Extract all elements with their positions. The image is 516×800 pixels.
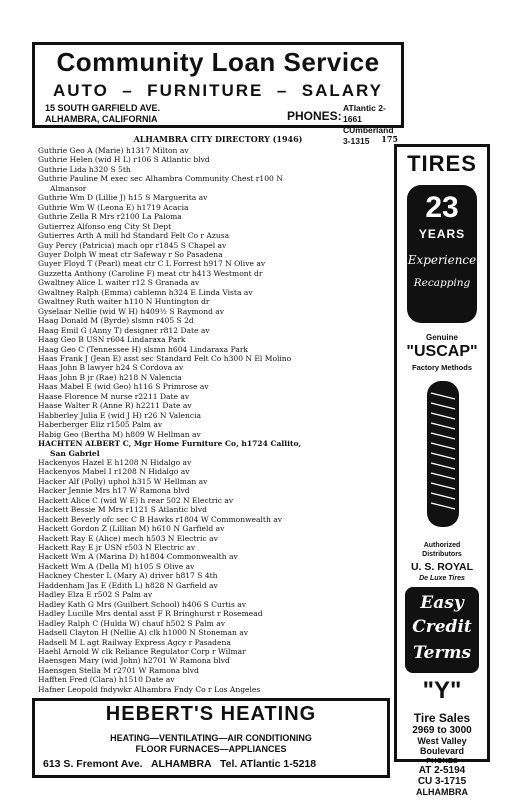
ad-title: Community Loan Service xyxy=(56,47,380,77)
authorized-label: Authorized xyxy=(423,542,461,549)
listing-entry: Gyselaar Nellie (wid W H) h409½ S Raymond av xyxy=(38,306,225,316)
listing-entry: Hafften Fred (Clara) h1510 Date av xyxy=(38,675,175,685)
listing-entry: Hadley Ralph C (Hulda W) chauf h502 S Palm av xyxy=(38,618,225,628)
listing-entry: Haag Donald M (Byrde) slsmn r405 S 2d xyxy=(38,316,194,326)
distributors-label: Distributors xyxy=(422,551,462,558)
listing-entry: HACHTEN ALBERT C, Mgr Home Furniture Co, h1724 Callito, xyxy=(38,439,302,449)
listing-entry: Haensgen Mary (wid John) h2701 W Ramona blvd xyxy=(38,656,230,666)
uscap-label: "USCAP" xyxy=(406,343,478,360)
listing-entry: Haas Frank J (Jean E) asst sec Standard Felt Co h300 N El Molino xyxy=(38,353,292,363)
listing-entry: Hackenyos Hazel E h1208 N Hidalgo av xyxy=(38,457,192,467)
listing-entry: Hackett Gordon Z (Lillian M) h610 N Garfield av xyxy=(38,524,225,534)
credit-line-1: Easy xyxy=(420,593,464,613)
listing-entry: Haehl Arnold W clk Reliance Regulator Corp r Wilmar xyxy=(38,647,246,657)
listing-entry: Haas John B lawyer h24 S Cordova av xyxy=(38,363,184,373)
experience-label: Experience xyxy=(407,253,477,267)
tire-sales-label: Tire Sales xyxy=(413,711,471,725)
listing-entry: Guzzetta Anthony (Caroline F) meat ctr h413 Westmont dr xyxy=(38,268,263,278)
listing-entry: Hackett Wm A (Marina D) h1804 Commonwealth av xyxy=(38,552,238,562)
listing-entry: Hackett Alice C (wid W E) h rear 502 N Electric av xyxy=(38,495,234,505)
credit-line-2: Credit xyxy=(412,617,472,637)
listing-entry: Guthrie Wm D (Lillie J) h15 S Marguerita av xyxy=(38,193,208,203)
listing-entry: Guthrie Geo A (Marie) h1317 Milton av xyxy=(38,146,189,155)
us-royal-label: U. S. ROYAL xyxy=(410,561,474,573)
listing-entry: Hackett Bessie M Mrs r1121 S Atlantic blvd xyxy=(38,505,207,515)
listing-entry: Haag Emil G (Anny T) designer r812 Date av xyxy=(38,325,210,335)
street-line-1: West Valley xyxy=(417,736,467,746)
listing-entry: Haas Mabel E (wid Geo) h116 S Primrose av xyxy=(38,382,209,392)
ad-address-line2: ALHAMBRA, CALIFORNIA xyxy=(45,114,158,124)
heberts-heating-ad xyxy=(32,698,390,778)
listing-entry: Gwaltney Ralph (Emma) cablemn h324 E Linda Vista av xyxy=(38,287,253,297)
years-label: YEARS xyxy=(418,227,466,241)
heating-ad-tel: Tel. ATlantic 1-5218 xyxy=(220,758,317,770)
listing-entry: Gwaltney Alice L waiter r12 S Granada av xyxy=(38,278,200,288)
tires-ad xyxy=(394,144,490,762)
listing-entry: Haensgen Stella M r2701 W Ramona blvd xyxy=(38,665,199,675)
listing-entry: Hadley Lucille Mrs dental asst F R Bringhurst r Rosemead xyxy=(38,609,263,619)
ad-subtitle: AUTO – FURNITURE – SALARY xyxy=(52,81,384,100)
listing-entry: Hackett Ray E (Alice) mech h503 N Electric av xyxy=(38,533,218,543)
listing-entry: Hacker Jennie Mrs h17 W Ramona blvd xyxy=(38,486,190,496)
directory-listings xyxy=(38,146,400,694)
recapping-label: Recapping xyxy=(413,277,471,289)
listing-entry: Gwaltney Ruth waiter h110 N Huntington dr xyxy=(38,297,210,307)
listing-entry: Haddenham Jas E (Edith L) h828 N Garfield av xyxy=(38,580,218,590)
listing-entry: Hadsell M L agt Railway Express Agcy r Pasadena xyxy=(38,637,231,647)
factory-methods-label: Factory Methods xyxy=(411,363,472,372)
listing-entry: Hackett Wm A (Della M) h105 S Olive av xyxy=(38,561,195,571)
listing-entry: Hadley Elza E r502 S Palm av xyxy=(38,590,153,600)
heating-ad-contact xyxy=(43,758,379,770)
credit-line-3: Terms xyxy=(412,643,472,663)
years-number: 23 xyxy=(425,191,459,224)
tires-ad-contact xyxy=(394,712,490,797)
listing-entry: Haas John B jr (Rae) h218 N Valencia xyxy=(38,372,182,382)
page-number: 175 xyxy=(381,134,398,144)
listing-entry: Guyer Floyd T (Pearl) meat ctr C L Forrest h917 N Olive av xyxy=(38,259,266,269)
heating-ad-services-2: FLOOR FURNACES—APPLIANCES xyxy=(135,744,287,754)
y-label: "Y" xyxy=(422,677,462,704)
listing-entry: Guthrie Lida h320 S 5th xyxy=(38,164,131,174)
ad-phone-1: ATlantic 2-1661 xyxy=(343,103,386,124)
listing-entry: Haberberger Eliz r1505 Palm av xyxy=(38,420,163,430)
city-label: ALHAMBRA xyxy=(416,787,468,797)
listing-entry: Gutierrez Alfonso eng City St Dept xyxy=(38,221,172,231)
heating-ad-services-1: HEATING—VENTILATING—AIR CONDITIONING xyxy=(110,733,312,743)
tires-heading: TIRES xyxy=(407,151,477,176)
tire-icon xyxy=(423,379,463,529)
phone-cu: CU 3-1715 xyxy=(417,776,467,787)
heating-ad-city: ALHAMBRA xyxy=(150,758,212,770)
listing-entry: Hackenyos Mabel I r1208 N Hidalgo av xyxy=(38,467,190,477)
ad-phone-2: CUmberland 3-1315 xyxy=(343,125,394,146)
easy-credit-block xyxy=(405,587,479,673)
listing-entry: Guyer Dolph W meat ctr Safeway r So Pasadena xyxy=(38,249,223,259)
listing-entry: Haag Geo B USN r604 Lindaraxa Park xyxy=(38,335,186,345)
authorized-distributors xyxy=(397,541,487,559)
listing-entry: Hadsell Clayton H (Nellie A) clk h1000 N Stoneman av xyxy=(38,628,248,638)
street-line-2: Boulevard xyxy=(419,746,464,756)
listing-entry: Haase Florence M nurse r2211 Date av xyxy=(38,391,190,401)
experience-block xyxy=(407,185,477,323)
listing-entry: Guthrie Pauline M exec sec Alhambra Community Chest r100 N xyxy=(38,174,283,184)
address-range: 2969 to 3000 xyxy=(412,725,472,736)
listing-entry: Habig Geo (Bertha M) h809 W Hellman av xyxy=(38,429,201,439)
phones-heading: PHONES xyxy=(426,756,458,765)
listing-entry: Guthrie Wm W (Leona E) h1719 Acacia xyxy=(38,202,189,212)
ad-phones-label: PHONES: xyxy=(287,109,342,123)
listing-entry: Hackett Ray E jr USN r503 N Electric av xyxy=(38,543,196,553)
listing-entry: Gutierres Arth A mill hd Standard Felt Co r Azusa xyxy=(38,231,230,241)
ad-address xyxy=(45,103,160,125)
listing-entry: Guthrie Zella R Mrs r2100 La Paloma xyxy=(38,212,182,222)
listing-entry: Guthrie Helen (wid H L) r106 S Atlantic blvd xyxy=(38,155,210,165)
listing-entry: Hackney Chester L (Mary A) driver h817 S 4th xyxy=(38,571,218,581)
listing-continuation: Almansor xyxy=(50,183,87,193)
heating-ad-address: 613 S. Fremont Ave. xyxy=(43,758,143,770)
directory-page xyxy=(10,12,506,797)
deluxe-tires-label: De Luxe Tires xyxy=(419,575,465,582)
listing-entry: Guy Percy (Patricia) mach opr r1845 S Chapel av xyxy=(38,240,227,250)
page-title: ALHAMBRA CITY DIRECTORY (1946) xyxy=(133,134,303,144)
listing-entry: Haag Geo C (Tennessee H) slsmn h604 Lindaraxa Park xyxy=(38,344,249,354)
genuine-label: Genuine xyxy=(425,333,458,342)
listing-entry: Hadley Kath G Mrs (Guilbert School) h406 S Curtis av xyxy=(38,599,246,609)
listing-continuation: San Gabriel xyxy=(50,448,100,458)
phone-at: AT 2-5194 xyxy=(418,765,466,776)
ad-address-line1: 15 SOUTH GARFIELD AVE. xyxy=(45,103,161,113)
listing-entry: Hafner Leopold fndywkr Alhambra Fndy Co r Los Angeles xyxy=(38,684,261,694)
heating-ad-title: HEBERT'S HEATING xyxy=(105,703,317,725)
listing-entry: Haase Walter R (Anne R) h2211 Date av xyxy=(38,401,192,411)
listing-entry: Habberley Julia E (wid J H) r26 N Valencia xyxy=(38,410,202,420)
listing-entry: Hacker Alf (Polly) uphol h315 W Hellman av xyxy=(38,476,208,486)
listing-entry: Hackett Beverly ofc sec C B Hawks r1804 W Commonwealth av xyxy=(38,514,282,524)
